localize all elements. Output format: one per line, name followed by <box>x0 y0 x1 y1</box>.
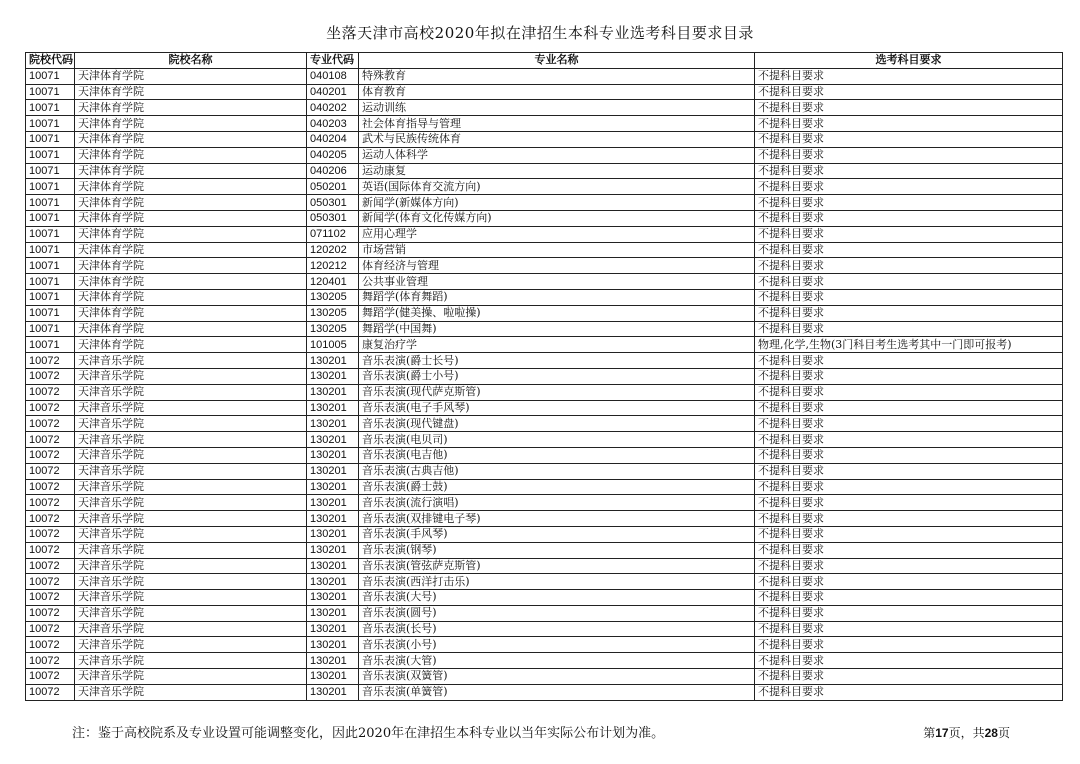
subject-requirement-cell: 不提科目要求 <box>755 274 1063 290</box>
major-code-cell: 130201 <box>307 605 359 621</box>
major-name-cell: 音乐表演(古典吉他) <box>359 463 755 479</box>
table-row <box>26 353 1063 369</box>
header-major-code: 专业代码 <box>307 53 359 69</box>
table-row <box>26 511 1063 527</box>
subject-requirement-cell: 不提科目要求 <box>755 463 1063 479</box>
table-row <box>26 289 1063 305</box>
school-name-cell: 天津体育学院 <box>75 258 307 274</box>
table-body <box>26 68 1063 700</box>
table-row <box>26 242 1063 258</box>
school-code-cell: 10072 <box>26 684 75 700</box>
subject-requirement-cell: 不提科目要求 <box>755 84 1063 100</box>
school-name-cell: 天津体育学院 <box>75 195 307 211</box>
subject-requirement-cell: 不提科目要求 <box>755 368 1063 384</box>
document-title: 坐落天津市高校2020年拟在津招生本科专业选考科目要求目录 <box>326 24 754 42</box>
school-name-cell: 天津体育学院 <box>75 147 307 163</box>
page-suffix: 页 <box>997 726 1010 740</box>
major-code-cell: 130201 <box>307 384 359 400</box>
subject-requirement-cell: 不提科目要求 <box>755 511 1063 527</box>
school-name-cell: 天津音乐学院 <box>75 432 307 448</box>
school-name-cell: 天津音乐学院 <box>75 637 307 653</box>
table-row <box>26 68 1063 84</box>
subject-requirement-cell: 不提科目要求 <box>755 495 1063 511</box>
school-code-cell: 10071 <box>26 100 75 116</box>
major-code-cell: 130201 <box>307 574 359 590</box>
major-name-cell: 音乐表演(钢琴) <box>359 542 755 558</box>
table-row <box>26 100 1063 116</box>
page-prefix: 第 <box>923 726 936 740</box>
subject-requirement-cell: 不提科目要求 <box>755 116 1063 132</box>
major-name-cell: 音乐表演(电吉他) <box>359 447 755 463</box>
major-code-cell: 130205 <box>307 321 359 337</box>
school-code-cell: 10072 <box>26 368 75 384</box>
major-name-cell: 市场营销 <box>359 242 755 258</box>
major-name-cell: 舞蹈学(中国舞) <box>359 321 755 337</box>
school-name-cell: 天津体育学院 <box>75 337 307 353</box>
subject-requirement-cell: 不提科目要求 <box>755 479 1063 495</box>
school-name-cell: 天津音乐学院 <box>75 368 307 384</box>
school-name-cell: 天津音乐学院 <box>75 400 307 416</box>
school-code-cell: 10071 <box>26 84 75 100</box>
major-code-cell: 130201 <box>307 653 359 669</box>
major-code-cell: 120212 <box>307 258 359 274</box>
school-name-cell: 天津体育学院 <box>75 68 307 84</box>
subject-requirement-cell: 不提科目要求 <box>755 400 1063 416</box>
major-name-cell: 音乐表演(爵士鼓) <box>359 479 755 495</box>
major-code-cell: 040205 <box>307 147 359 163</box>
subject-requirement-cell: 不提科目要求 <box>755 558 1063 574</box>
major-code-cell: 040206 <box>307 163 359 179</box>
school-code-cell: 10072 <box>26 384 75 400</box>
major-code-cell: 050301 <box>307 210 359 226</box>
subject-requirement-cell: 不提科目要求 <box>755 242 1063 258</box>
table-row <box>26 400 1063 416</box>
page-mid: 页，共 <box>948 726 985 740</box>
table-row <box>26 84 1063 100</box>
table-row <box>26 526 1063 542</box>
school-code-cell: 10072 <box>26 432 75 448</box>
school-code-cell: 10072 <box>26 511 75 527</box>
major-name-cell: 社会体育指导与管理 <box>359 116 755 132</box>
school-name-cell: 天津体育学院 <box>75 226 307 242</box>
major-code-cell: 050301 <box>307 195 359 211</box>
major-name-cell: 音乐表演(大号) <box>359 590 755 606</box>
major-code-cell: 120202 <box>307 242 359 258</box>
school-name-cell: 天津体育学院 <box>75 84 307 100</box>
table-row <box>26 147 1063 163</box>
table-row <box>26 479 1063 495</box>
major-name-cell: 武术与民族传统体育 <box>359 131 755 147</box>
major-name-cell: 特殊教育 <box>359 68 755 84</box>
school-name-cell: 天津音乐学院 <box>75 684 307 700</box>
major-code-cell: 130205 <box>307 289 359 305</box>
table-row <box>26 226 1063 242</box>
subject-requirement-cell: 物理,化学,生物(3门科目考生选考其中一门即可报考) <box>755 337 1063 353</box>
table-row <box>26 621 1063 637</box>
major-code-cell: 130201 <box>307 368 359 384</box>
school-code-cell: 10071 <box>26 68 75 84</box>
subject-requirement-cell: 不提科目要求 <box>755 653 1063 669</box>
major-name-cell: 音乐表演(爵士小号) <box>359 368 755 384</box>
school-name-cell: 天津体育学院 <box>75 179 307 195</box>
major-code-cell: 040203 <box>307 116 359 132</box>
header-row <box>26 53 1063 69</box>
school-name-cell: 天津音乐学院 <box>75 542 307 558</box>
school-code-cell: 10071 <box>26 163 75 179</box>
school-code-cell: 10072 <box>26 353 75 369</box>
major-name-cell: 运动训练 <box>359 100 755 116</box>
major-name-cell: 应用心理学 <box>359 226 755 242</box>
table-row <box>26 179 1063 195</box>
major-code-cell: 130201 <box>307 637 359 653</box>
school-name-cell: 天津音乐学院 <box>75 495 307 511</box>
school-name-cell: 天津体育学院 <box>75 163 307 179</box>
school-name-cell: 天津体育学院 <box>75 321 307 337</box>
table-row <box>26 669 1063 685</box>
school-name-cell: 天津体育学院 <box>75 210 307 226</box>
major-name-cell: 新闻学(体育文化传媒方向) <box>359 210 755 226</box>
table-row <box>26 321 1063 337</box>
major-name-cell: 康复治疗学 <box>359 337 755 353</box>
major-code-cell: 130201 <box>307 353 359 369</box>
table-row <box>26 384 1063 400</box>
subject-requirement-cell: 不提科目要求 <box>755 416 1063 432</box>
major-name-cell: 英语(国际体育交流方向) <box>359 179 755 195</box>
school-name-cell: 天津体育学院 <box>75 289 307 305</box>
school-name-cell: 天津体育学院 <box>75 274 307 290</box>
table-row <box>26 684 1063 700</box>
major-code-cell: 071102 <box>307 226 359 242</box>
school-code-cell: 10071 <box>26 337 75 353</box>
school-code-cell: 10071 <box>26 274 75 290</box>
major-name-cell: 体育经济与管理 <box>359 258 755 274</box>
subject-requirement-cell: 不提科目要求 <box>755 684 1063 700</box>
major-name-cell: 音乐表演(现代键盘) <box>359 416 755 432</box>
subject-requirement-cell: 不提科目要求 <box>755 131 1063 147</box>
school-code-cell: 10072 <box>26 590 75 606</box>
requirements-table <box>25 52 1063 701</box>
school-name-cell: 天津音乐学院 <box>75 511 307 527</box>
table-row <box>26 463 1063 479</box>
subject-requirement-cell: 不提科目要求 <box>755 226 1063 242</box>
major-name-cell: 音乐表演(双簧管) <box>359 669 755 685</box>
subject-requirement-cell: 不提科目要求 <box>755 447 1063 463</box>
header-major-name: 专业名称 <box>359 53 755 69</box>
school-name-cell: 天津音乐学院 <box>75 605 307 621</box>
major-name-cell: 音乐表演(爵士长号) <box>359 353 755 369</box>
school-code-cell: 10072 <box>26 463 75 479</box>
school-code-cell: 10071 <box>26 226 75 242</box>
table-row <box>26 653 1063 669</box>
table-row <box>26 163 1063 179</box>
school-code-cell: 10072 <box>26 605 75 621</box>
school-code-cell: 10071 <box>26 242 75 258</box>
school-name-cell: 天津音乐学院 <box>75 353 307 369</box>
table-row <box>26 337 1063 353</box>
major-name-cell: 音乐表演(电贝司) <box>359 432 755 448</box>
school-name-cell: 天津音乐学院 <box>75 384 307 400</box>
subject-requirement-cell: 不提科目要求 <box>755 258 1063 274</box>
major-name-cell: 音乐表演(圆号) <box>359 605 755 621</box>
school-name-cell: 天津音乐学院 <box>75 479 307 495</box>
footnote: 注：鉴于高校院系及专业设置可能调整变化，因此2020年在津招生本科专业以当年实际公布计划为准。 <box>72 726 665 741</box>
subject-requirement-cell: 不提科目要求 <box>755 605 1063 621</box>
school-name-cell: 天津音乐学院 <box>75 590 307 606</box>
major-code-cell: 130201 <box>307 621 359 637</box>
school-code-cell: 10072 <box>26 400 75 416</box>
school-name-cell: 天津体育学院 <box>75 116 307 132</box>
subject-requirement-cell: 不提科目要求 <box>755 305 1063 321</box>
major-code-cell: 130201 <box>307 432 359 448</box>
major-code-cell: 130205 <box>307 305 359 321</box>
subject-requirement-cell: 不提科目要求 <box>755 147 1063 163</box>
school-code-cell: 10072 <box>26 653 75 669</box>
school-code-cell: 10072 <box>26 558 75 574</box>
major-code-cell: 040204 <box>307 131 359 147</box>
subject-requirement-cell: 不提科目要求 <box>755 100 1063 116</box>
table-row <box>26 637 1063 653</box>
major-code-cell: 101005 <box>307 337 359 353</box>
table-row <box>26 558 1063 574</box>
current-page-number: 17 <box>935 726 949 740</box>
subject-requirement-cell: 不提科目要求 <box>755 621 1063 637</box>
major-code-cell: 130201 <box>307 590 359 606</box>
subject-requirement-cell: 不提科目要求 <box>755 195 1063 211</box>
subject-requirement-cell: 不提科目要求 <box>755 289 1063 305</box>
major-name-cell: 新闻学(新媒体方向) <box>359 195 755 211</box>
major-code-cell: 040201 <box>307 84 359 100</box>
major-name-cell: 运动人体科学 <box>359 147 755 163</box>
school-code-cell: 10071 <box>26 258 75 274</box>
subject-requirement-cell: 不提科目要求 <box>755 321 1063 337</box>
major-name-cell: 运动康复 <box>359 163 755 179</box>
table-row <box>26 195 1063 211</box>
major-code-cell: 040108 <box>307 68 359 84</box>
table-row <box>26 590 1063 606</box>
subject-requirement-cell: 不提科目要求 <box>755 353 1063 369</box>
school-name-cell: 天津体育学院 <box>75 242 307 258</box>
subject-requirement-cell: 不提科目要求 <box>755 163 1063 179</box>
table-row <box>26 542 1063 558</box>
major-name-cell: 音乐表演(西洋打击乐) <box>359 574 755 590</box>
school-name-cell: 天津音乐学院 <box>75 621 307 637</box>
school-code-cell: 10071 <box>26 305 75 321</box>
major-code-cell: 130201 <box>307 463 359 479</box>
school-code-cell: 10072 <box>26 574 75 590</box>
school-name-cell: 天津音乐学院 <box>75 653 307 669</box>
subject-requirement-cell: 不提科目要求 <box>755 432 1063 448</box>
school-name-cell: 天津音乐学院 <box>75 416 307 432</box>
major-code-cell: 050201 <box>307 179 359 195</box>
major-code-cell: 120401 <box>307 274 359 290</box>
table-row <box>26 368 1063 384</box>
major-name-cell: 音乐表演(长号) <box>359 621 755 637</box>
subject-requirement-cell: 不提科目要求 <box>755 637 1063 653</box>
school-code-cell: 10072 <box>26 637 75 653</box>
table-row <box>26 495 1063 511</box>
major-code-cell: 130201 <box>307 542 359 558</box>
major-name-cell: 音乐表演(电子手风琴) <box>359 400 755 416</box>
subject-requirement-cell: 不提科目要求 <box>755 542 1063 558</box>
table-row <box>26 447 1063 463</box>
school-name-cell: 天津音乐学院 <box>75 558 307 574</box>
school-code-cell: 10072 <box>26 479 75 495</box>
school-code-cell: 10072 <box>26 495 75 511</box>
table-row <box>26 305 1063 321</box>
school-code-cell: 10071 <box>26 210 75 226</box>
major-code-cell: 130201 <box>307 558 359 574</box>
subject-requirement-cell: 不提科目要求 <box>755 384 1063 400</box>
school-name-cell: 天津音乐学院 <box>75 574 307 590</box>
subject-requirement-cell: 不提科目要求 <box>755 669 1063 685</box>
header-school-code: 院校代码 <box>26 53 75 69</box>
school-code-cell: 10071 <box>26 179 75 195</box>
school-code-cell: 10072 <box>26 669 75 685</box>
table-row <box>26 210 1063 226</box>
table-row <box>26 416 1063 432</box>
school-name-cell: 天津音乐学院 <box>75 463 307 479</box>
subject-requirement-cell: 不提科目要求 <box>755 526 1063 542</box>
subject-requirement-cell: 不提科目要求 <box>755 590 1063 606</box>
total-page-number: 28 <box>984 726 998 740</box>
major-code-cell: 130201 <box>307 400 359 416</box>
major-code-cell: 130201 <box>307 479 359 495</box>
major-name-cell: 音乐表演(流行演唱) <box>359 495 755 511</box>
school-name-cell: 天津音乐学院 <box>75 447 307 463</box>
header-subject-requirement: 选考科目要求 <box>755 53 1063 69</box>
major-name-cell: 音乐表演(管弦萨克斯管) <box>359 558 755 574</box>
subject-requirement-cell: 不提科目要求 <box>755 179 1063 195</box>
subject-requirement-cell: 不提科目要求 <box>755 574 1063 590</box>
table-header <box>26 53 1063 69</box>
major-name-cell: 音乐表演(单簧管) <box>359 684 755 700</box>
table-row <box>26 274 1063 290</box>
major-name-cell: 舞蹈学(健美操、啦啦操) <box>359 305 755 321</box>
table-row <box>26 605 1063 621</box>
major-name-cell: 公共事业管理 <box>359 274 755 290</box>
major-code-cell: 130201 <box>307 526 359 542</box>
school-code-cell: 10072 <box>26 542 75 558</box>
school-name-cell: 天津音乐学院 <box>75 526 307 542</box>
school-name-cell: 天津体育学院 <box>75 305 307 321</box>
major-code-cell: 130201 <box>307 669 359 685</box>
page-indicator <box>923 724 1010 741</box>
school-code-cell: 10071 <box>26 116 75 132</box>
school-name-cell: 天津体育学院 <box>75 131 307 147</box>
subject-requirement-cell: 不提科目要求 <box>755 210 1063 226</box>
header-school-name: 院校名称 <box>75 53 307 69</box>
school-code-cell: 10071 <box>26 195 75 211</box>
school-name-cell: 天津音乐学院 <box>75 669 307 685</box>
major-name-cell: 体育教育 <box>359 84 755 100</box>
school-code-cell: 10071 <box>26 289 75 305</box>
subject-requirement-cell: 不提科目要求 <box>755 68 1063 84</box>
school-code-cell: 10072 <box>26 621 75 637</box>
school-code-cell: 10072 <box>26 526 75 542</box>
table-row <box>26 131 1063 147</box>
major-code-cell: 130201 <box>307 495 359 511</box>
school-code-cell: 10071 <box>26 147 75 163</box>
major-name-cell: 音乐表演(小号) <box>359 637 755 653</box>
school-name-cell: 天津体育学院 <box>75 100 307 116</box>
major-code-cell: 130201 <box>307 447 359 463</box>
major-name-cell: 音乐表演(大管) <box>359 653 755 669</box>
major-name-cell: 音乐表演(手风琴) <box>359 526 755 542</box>
major-code-cell: 130201 <box>307 684 359 700</box>
table-row <box>26 258 1063 274</box>
major-name-cell: 舞蹈学(体育舞蹈) <box>359 289 755 305</box>
major-code-cell: 130201 <box>307 511 359 527</box>
major-name-cell: 音乐表演(双排键电子琴) <box>359 511 755 527</box>
table-row <box>26 432 1063 448</box>
school-code-cell: 10071 <box>26 321 75 337</box>
school-code-cell: 10071 <box>26 131 75 147</box>
major-code-cell: 040202 <box>307 100 359 116</box>
school-code-cell: 10072 <box>26 447 75 463</box>
major-code-cell: 130201 <box>307 416 359 432</box>
table-row <box>26 116 1063 132</box>
school-code-cell: 10072 <box>26 416 75 432</box>
major-name-cell: 音乐表演(现代萨克斯管) <box>359 384 755 400</box>
table-row <box>26 574 1063 590</box>
